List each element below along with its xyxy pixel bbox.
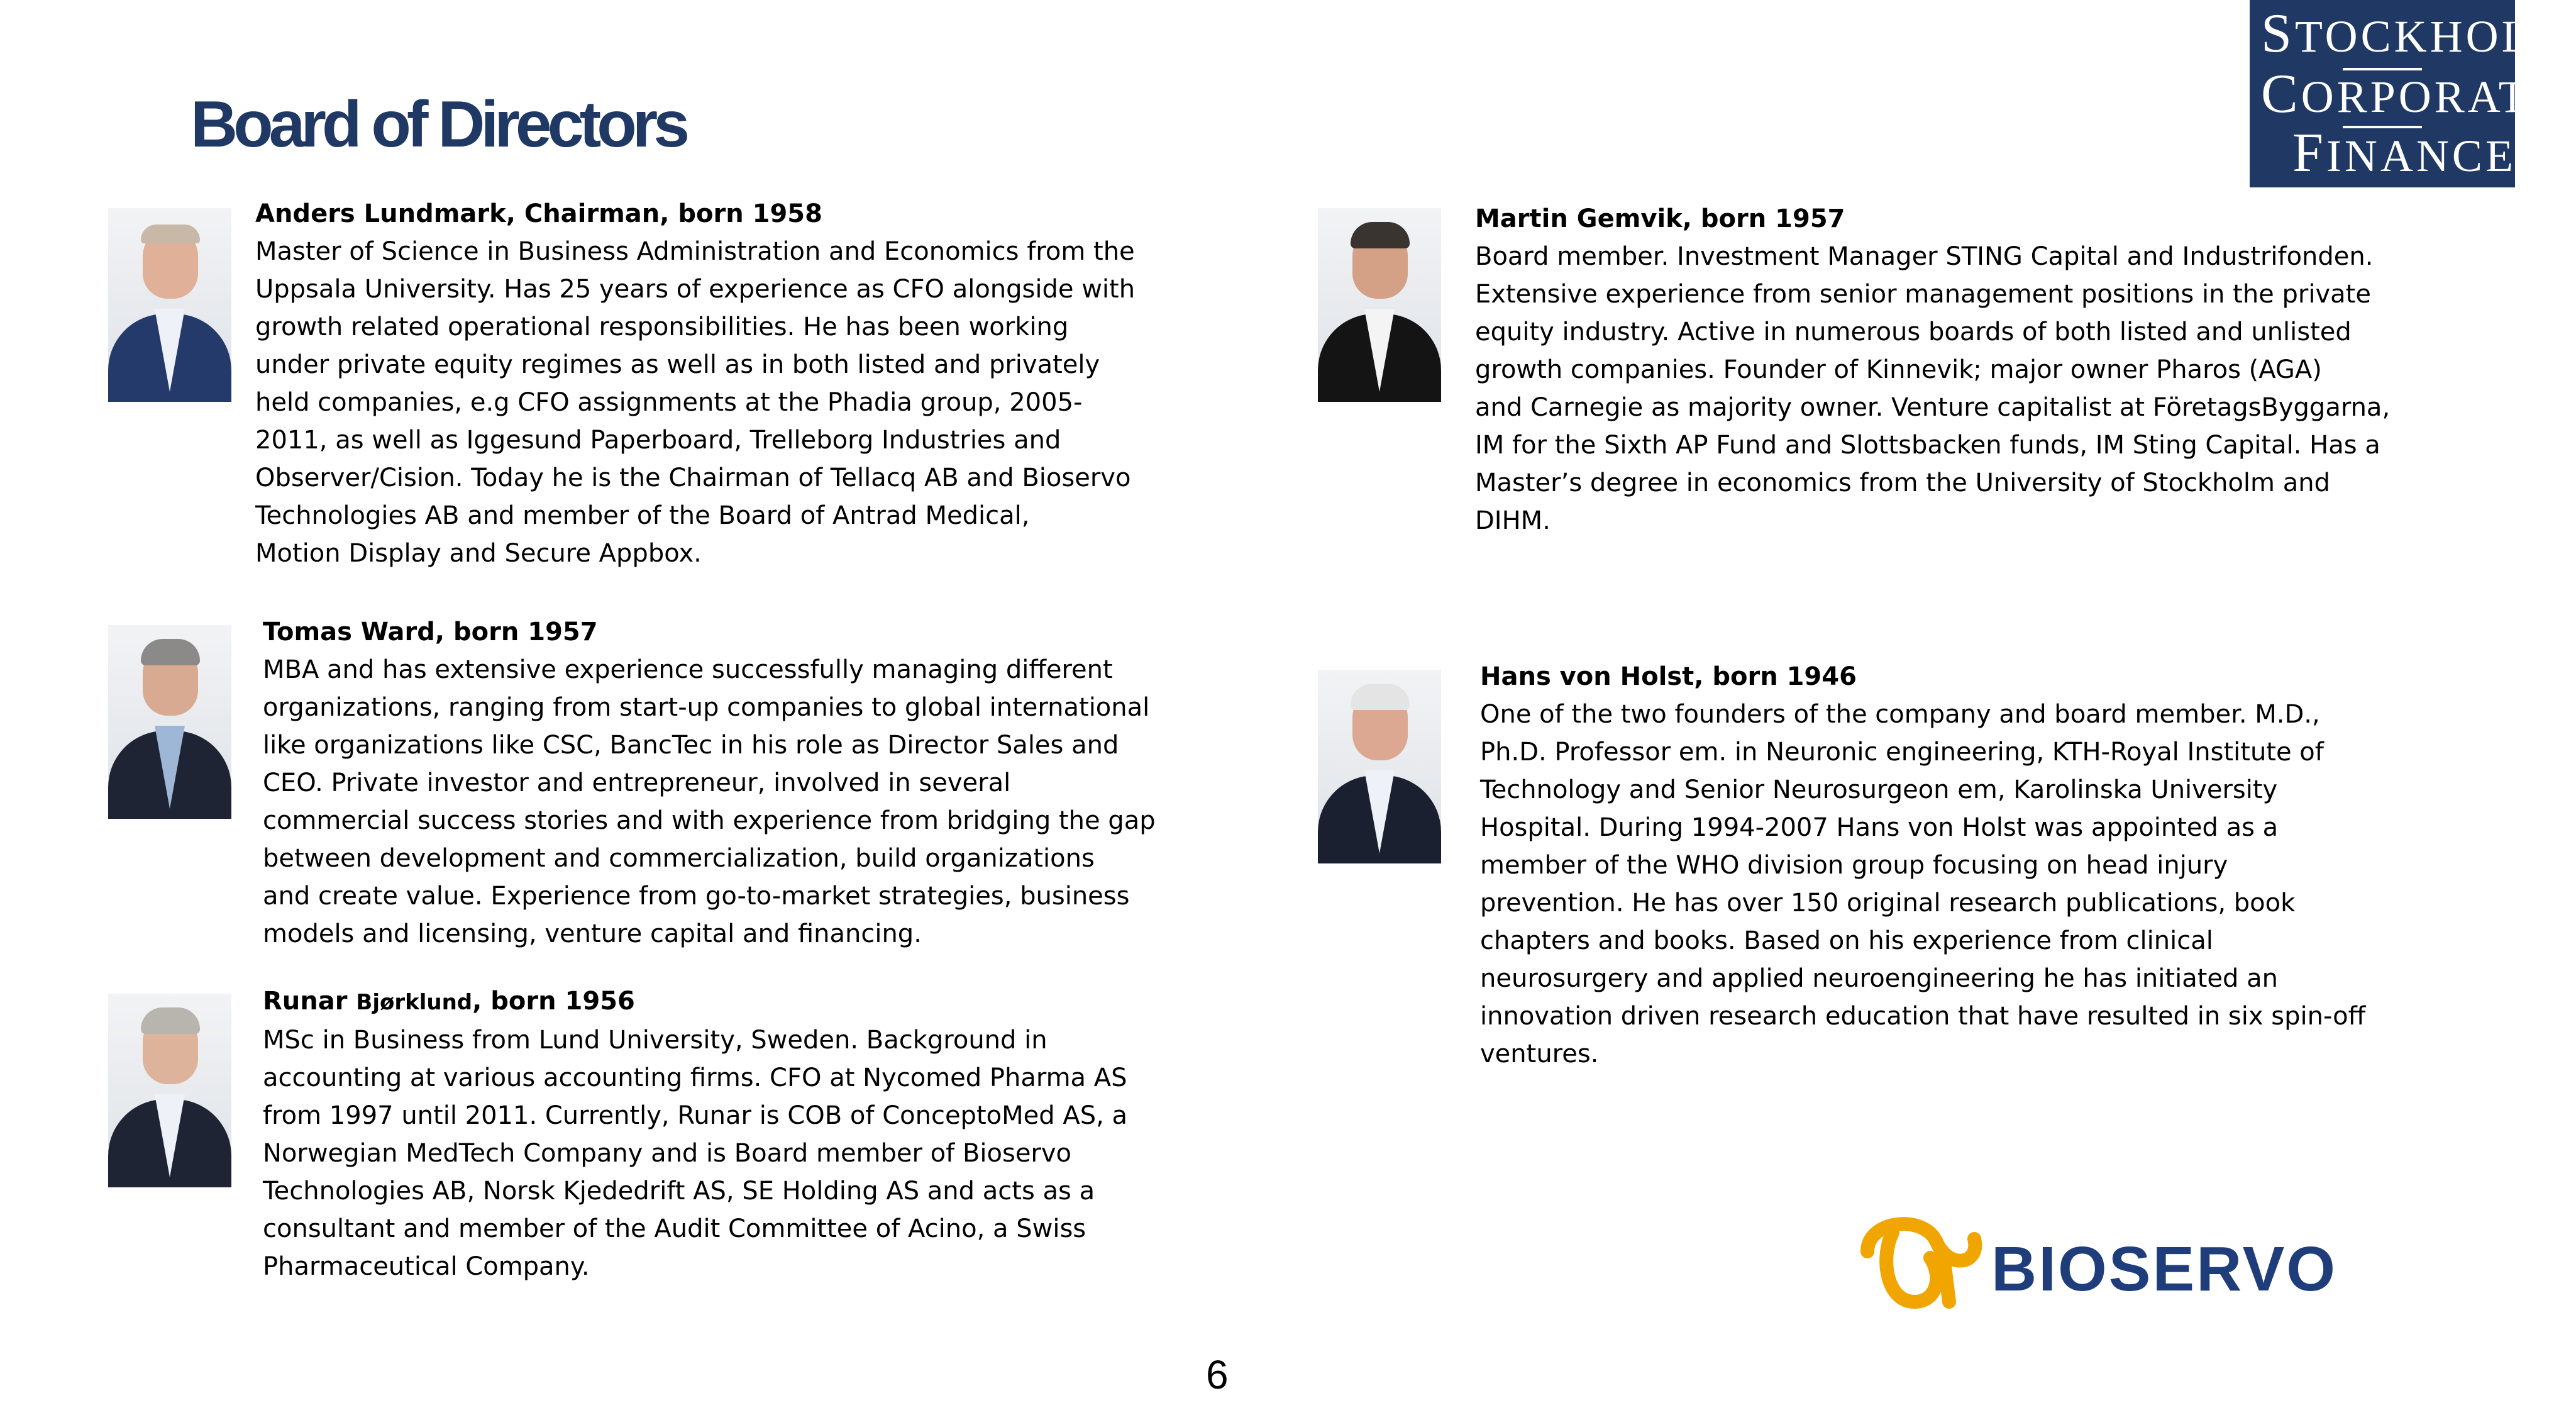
member-bio: One of the two founders of the company and board member. M.D., Ph.D. Professor em. in Neuronic engineering, KTH-Royal Institute of Technology and Senior Neurosurgeon em, Karolinska University Hospital. During 1994-2007 Hans von Holst was appointed as a member of the WHO division group focusing on head injury prevention. He has over 150 original research publications, book chapters and books. Based on his experience from clinical neurosurgery and applied neuroengineering he has initiated an innovation driven research education that have resulted in six spin-off ventures. (1480, 700, 2366, 1068)
logo-line-1: STOCKHOLM (2261, 3, 2576, 64)
member-name: Martin Gemvik, born 1957 (1475, 204, 1845, 233)
bioservo-wordmark: BIOSERVO (1991, 1234, 2338, 1304)
portrait-runar-bjorklund (108, 994, 231, 1177)
bioservo-emblem-icon (1855, 1207, 1987, 1321)
board-member-hans-von-holst (1480, 658, 2365, 1073)
board-member-anders-lundmark (255, 195, 1135, 572)
member-name: Runar Bjørklund, born 1956 (263, 987, 635, 1016)
logo-line-2: CORPORATE (2261, 64, 2560, 125)
board-member-runar-bjorklund (263, 982, 1127, 1285)
bioservo-logo (1855, 1207, 2345, 1321)
page-title: Board of Directors (191, 88, 686, 161)
member-bio: Master of Science in Business Administration and Economics from the Uppsala University. Has 25 years of experience as CFO alongside with growth related operational responsibilities. He has been working under private equity regimes as well as in both listed and privately held companies, e.g CFO assignments at the Phadia group, 2005- 2011, as well as Iggesund Paperboard, Trelleborg Industries and Observer/Cision. Today he is the Chairman of Tellacq AB and Bioservo Technologies AB and member of the Board of Antrad Medical, Motion Display and Secure Appbox. (255, 237, 1136, 568)
member-name: Anders Lundmark, Chairman, born 1958 (255, 199, 822, 228)
board-member-tomas-ward (263, 613, 1156, 953)
board-member-martin-gemvik (1475, 200, 2390, 540)
member-bio: MBA and has extensive experience successfully managing different organizations, ranging from start-up companies to global international like organizations like CSC, BancTec in his role as Director Sales and CEO. Private investor and entrepreneur, involved in several commercial success stories and with experience from bridging the gap between development and commercialization, build organizations and create value. Experience from go-to-market strategies, business models and licensing, venture capital and financing. (263, 655, 1156, 948)
page-number: 6 (1206, 1352, 1229, 1397)
portrait-martin-gemvik (1318, 208, 1441, 392)
member-bio: MSc in Business from Lund University, Sweden. Background in accounting at various accounting firms. CFO at Nycomed Pharma AS from 1997 until 2011. Currently, Runar is COB of ConceptoMed AS, a Norwegian MedTech Company and is Board member of Bioservo Technologies AB, Norsk Kjededrift AS, SE Holding AS and acts as a consultant and member of the Audit Committee of Acino, a Swiss Pharmaceutical Company. (263, 1026, 1128, 1281)
member-name: Hans von Holst, born 1946 (1480, 662, 1857, 691)
member-name: Tomas Ward, born 1957 (263, 618, 598, 646)
logo-line-3: FINANCE (2292, 123, 2516, 184)
portrait-hans-von-holst (1318, 670, 1441, 853)
portrait-tomas-ward (108, 625, 231, 809)
portrait-anders-lundmark (108, 208, 231, 392)
stockholm-corporate-finance-logo (2250, 0, 2576, 187)
member-bio: Board member. Investment Manager STING Capital and Industrifonden. Extensive experience from senior management positions in the private equity industry. Active in numerous boards of both listed and unlisted growth companies. Founder of Kinnevik; major owner Pharos (AGA) and Carnegie as majority owner. Venture capitalist at FöretagsByggarna, IM for the Sixth AP Fund and Slottsbacken funds, IM Sting Capital. Has a Master’s degree in economics from the University of Stockholm and DIHM. (1475, 242, 2391, 535)
